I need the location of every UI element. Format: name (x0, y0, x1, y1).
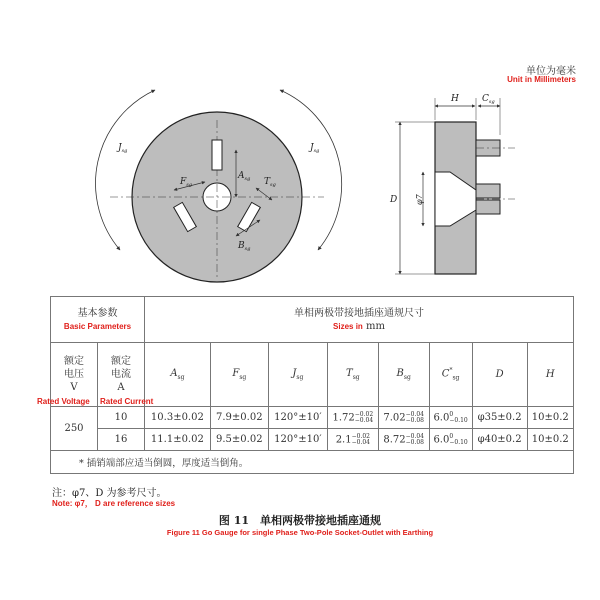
front-view (96, 90, 342, 282)
cell-h: 10±0.2 (527, 429, 573, 451)
col-header-h: H (527, 343, 573, 407)
cell-f: 7.9±0.02 (210, 407, 268, 429)
label-phi7: φ7 (415, 194, 424, 205)
current-cell: 16 (98, 429, 145, 451)
cell-f: 9.5±0.02 (210, 429, 268, 451)
label-a: $A_{sg}$ (238, 171, 251, 182)
cell-d: φ35±0.2 (472, 407, 527, 429)
col-header-d: D (472, 343, 527, 407)
side-view (395, 98, 515, 274)
table-footnote: * 插销端部应适当倒圆，厚度适当倒角。 (51, 451, 574, 474)
rated-voltage-header: 额定 电压 V Rated Voltage (51, 343, 98, 407)
note-cn: 注：φ7、D 为参考尺寸。 (52, 488, 167, 499)
rated-current-header: 额定 电流 A Rated Current (98, 343, 145, 407)
label-f: $F_{sg}$ (180, 177, 193, 188)
unit-label-en: Unit in Millimeters (507, 75, 576, 84)
label-h: H (451, 94, 459, 104)
label-j-right: $J_{sg}$ (310, 143, 320, 154)
earth-pin (212, 140, 222, 170)
cell-a: 10.3±0.02 (145, 407, 211, 429)
cell-a: 11.1±0.02 (145, 429, 211, 451)
basic-parameters-header: 基本参数 Basic Parameters (51, 297, 145, 343)
col-header-c: $C^*_{sg}$ (429, 343, 472, 407)
label-c: $C_{sg}$ (482, 94, 495, 105)
cell-c: 6.00 −0.10 (429, 429, 472, 451)
current-cell: 10 (98, 407, 145, 429)
cell-j: 120°±10′ (268, 407, 327, 429)
note-en: Note: φ7， D are reference sizes (52, 499, 176, 508)
figure-caption-cn: 图 11 单相两极带接地插座通规 (218, 514, 382, 527)
cell-t: 2.1−0.02 −0.04 (327, 429, 378, 451)
label-j-left: $J_{sg}$ (118, 143, 128, 154)
cell-b: 8.72−0.04 −0.08 (378, 429, 429, 451)
cell-j: 120°±10′ (268, 429, 327, 451)
figure-caption-en: Figure 11 Go Gauge for single Phase Two-Pole Socket-Outlet with Earthing (166, 528, 434, 537)
col-header-j: $J_{sg}$ (268, 343, 327, 407)
sizes-header: 单相两极带接地插座通规尺寸 Sizes in mm (145, 297, 574, 343)
label-t: $T_{sg}$ (264, 177, 276, 188)
label-b: $B_{sg}$ (238, 241, 251, 252)
cell-h: 10±0.2 (527, 407, 573, 429)
table-row (51, 429, 574, 451)
gauge-dimension-table (37, 296, 574, 474)
table-row (51, 407, 574, 429)
cell-c: 6.00 −0.10 (429, 407, 472, 429)
cell-b: 7.02−0.04 −0.08 (378, 407, 429, 429)
unit-label-cn: 单位为毫米 (526, 66, 576, 77)
col-header-b: $B_{sg}$ (378, 343, 429, 407)
voltage-cell: 250 (51, 407, 98, 451)
cell-d: φ40±0.2 (472, 429, 527, 451)
col-header-t: $T_{sg}$ (327, 343, 378, 407)
side-pin-middle (476, 184, 500, 198)
label-d: D (390, 195, 398, 205)
cell-t: 1.72−0.02 −0.04 (327, 407, 378, 429)
col-header-a: $A_{sg}$ (145, 343, 211, 407)
side-pin-bottom (476, 200, 500, 214)
col-header-f: $F_{sg}$ (210, 343, 268, 407)
